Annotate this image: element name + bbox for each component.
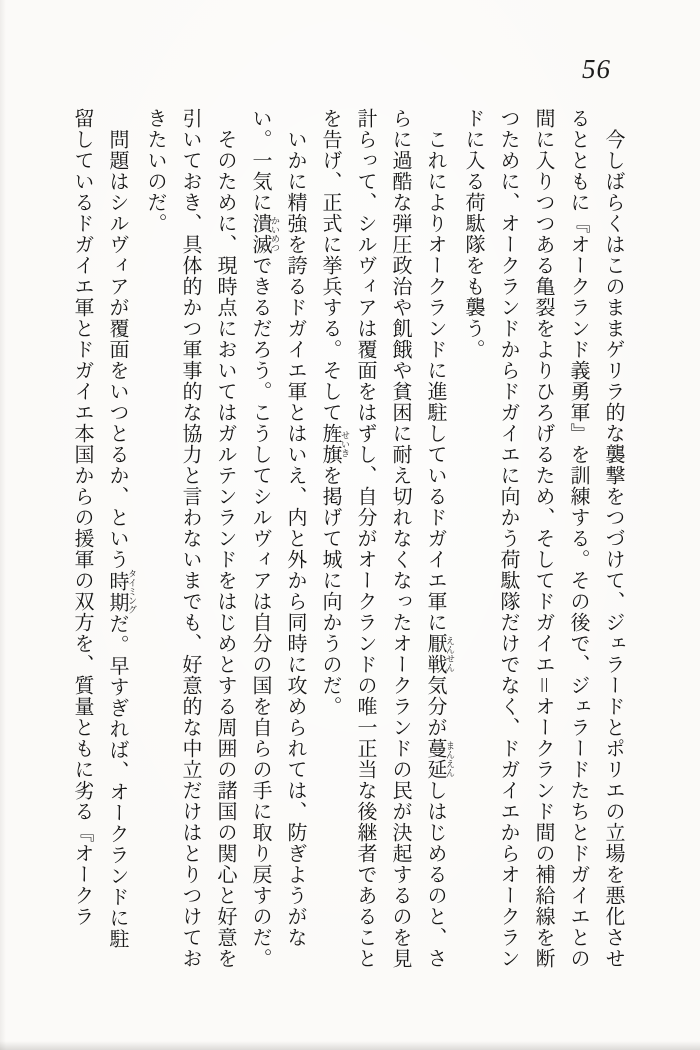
furigana-annotated-word: 潰滅 かいめつ (249, 213, 280, 255)
text-block (64, 108, 630, 970)
page-number: 56 (582, 54, 611, 84)
scan-edge-shadow-bottom (0, 1041, 700, 1050)
furigana-annotated-word: 時期 タイミング (106, 569, 137, 615)
paragraph: これによりオークランドに進駐しているドガイエ軍に厭戦 えんせん気分が蔓延 まんえんしはじめるのと、さらに過酷な弾圧政治や飢餓や貧困に耐え切れなくなったオークランドの民が決起するのを見計らって、シルヴィアは覆面をはずし、自分がオークランドの唯一正当な後継者であることを告げ、正式に挙兵する。そして旌旗 せいきを掲げて城に向かうのだ。 (319, 108, 455, 969)
scan-edge-shadow-left (0, 0, 6, 1050)
paragraph: 問題はシルヴィアが覆面をいつとるか、という時期 タイミングだ。早すぎれば、オークランドに駐留しているドガイエ軍とドガイエ本国からの援軍の双方を、質量ともに劣る『オークラ (71, 108, 137, 950)
paragraph: 今しばらくはこのままゲリラ的な襲撃をつづけて、ジェラードとポリエの立場を悪化させるとともに『オークランド義勇軍』を訓練する。その後で、ジェラードたちとドガイエとの間に入りつつある亀裂をよりひろげるため、そしてドガイエ＝オークランド間の補給線を断つために、オークランドからドガイエに向かう荷駄隊だけでなく、ドガイエからオークランドに入る荷駄隊をも襲う。 (462, 108, 624, 969)
furigana-annotated-word: 蔓延 まんえん (424, 738, 455, 780)
furigana-annotated-word: 旌旗 せいき (319, 423, 350, 465)
paragraph: そのために、現時点においてはガルテンランドをはじめとする周囲の諸国の関心と好意を引いておき、具体的かつ軍事的な協力と言わないまでも、好意的な中立だけはとりつけておきたいのだ。 (144, 108, 236, 969)
paragraph: いかに精強を誇るドガイエ軍とはいえ、内と外から同時に攻められては、防ぎようがない。一気に潰滅 かいめつできるだろう。こうしてシルヴィアは自分の国を自らの手に取り戻すのだ。 (249, 108, 306, 969)
furigana-annotated-word: 厭戦 えんせん (424, 633, 455, 675)
